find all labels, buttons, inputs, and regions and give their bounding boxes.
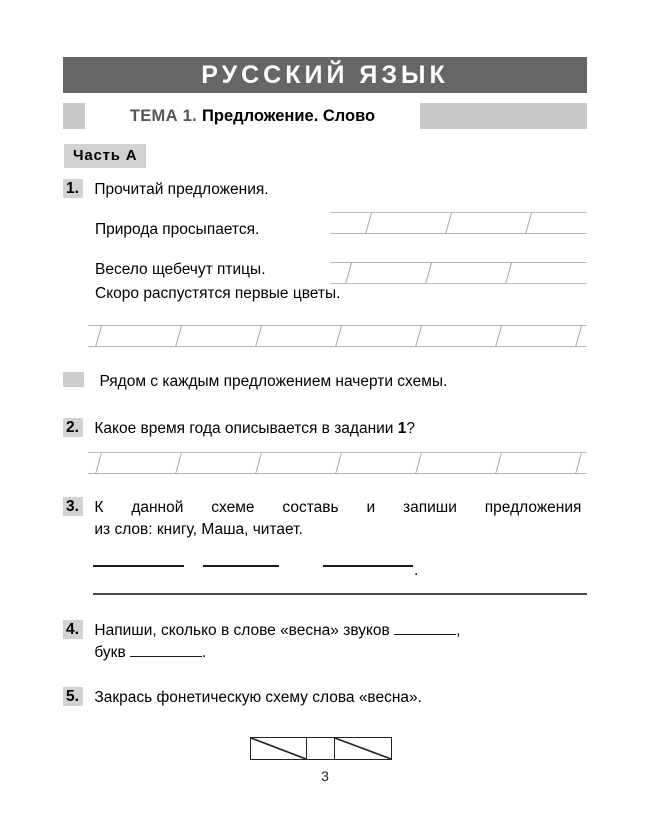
- slant-guide: [423, 262, 433, 284]
- page-title: РУССКИЙ ЯЗЫК: [201, 60, 449, 89]
- slant-guide: [93, 325, 103, 347]
- exercise-3-blank-3[interactable]: [323, 565, 413, 567]
- slant-guide: [493, 325, 503, 347]
- rule-line: [330, 283, 587, 284]
- exercise-4-line-1: [94, 620, 460, 642]
- writing-lines-row-2[interactable]: [330, 262, 587, 284]
- rule-line: [88, 325, 587, 326]
- exercise-2-prompt: [94, 418, 415, 440]
- rule-line: [88, 452, 587, 453]
- exercise-3-line-2: из слов: книгу, Маша, читает.: [94, 521, 303, 538]
- exercise-1: [63, 179, 587, 201]
- slant-guide: [413, 325, 423, 347]
- theme-label: ТЕМА 1.: [129, 106, 198, 125]
- exercise-4-sounds-blank[interactable]: [394, 621, 456, 635]
- exercise-3: [63, 497, 587, 541]
- exercise-1-sentence-2: Весело щебечут птицы.: [95, 261, 266, 278]
- exercise-4-letters-label: букв: [94, 644, 130, 661]
- slant-guide: [443, 212, 453, 234]
- exercise-5: [63, 687, 587, 709]
- rule-line: [88, 346, 587, 347]
- exercise-3-period: .: [414, 562, 419, 579]
- slant-guide: [523, 212, 533, 234]
- exercise-4-letters-blank[interactable]: [130, 643, 202, 657]
- slant-guide: [503, 262, 513, 284]
- exercise-3-blank-1[interactable]: [93, 565, 184, 567]
- slant-guide: [343, 262, 353, 284]
- exercise-3-blank-2[interactable]: [203, 565, 279, 567]
- rule-line: [330, 262, 587, 263]
- slant-guide: [413, 452, 423, 474]
- exercise-2: [63, 418, 587, 440]
- part-badge: Часть А: [64, 144, 146, 168]
- exercise-1-number: 1.: [63, 179, 83, 198]
- exercise-1-sentence-1: Природа просыпается.: [95, 221, 260, 238]
- writing-lines-row-1[interactable]: [330, 212, 587, 234]
- slant-guide: [253, 325, 263, 347]
- exercise-1-prompt: Прочитай предложения.: [94, 181, 269, 198]
- diagonal-line-icon: [335, 738, 391, 759]
- exercise-1-note-text: Рядом с каждым предложением начерти схемы.: [99, 373, 448, 390]
- exercise-4-text-post: ,: [456, 622, 461, 639]
- exercise-4-text-pre: Напиши, сколько в слове «весна» звуков: [94, 622, 395, 639]
- phonetic-scheme-cell-2[interactable]: [307, 738, 335, 759]
- exercise-2-number: 2.: [63, 418, 83, 437]
- slant-guide: [493, 452, 503, 474]
- exercise-4-prompt: [94, 620, 460, 664]
- slant-guide: [173, 452, 183, 474]
- rule-line: [330, 233, 587, 234]
- writing-lines-row-4[interactable]: [88, 452, 587, 474]
- slant-guide: [573, 325, 583, 347]
- exercise-4: [63, 620, 587, 664]
- exercise-1-note: [63, 371, 587, 393]
- exercise-3-number: 3.: [63, 497, 83, 516]
- theme-banner: [85, 103, 420, 129]
- rule-line: [88, 473, 587, 474]
- slant-guide: [173, 325, 183, 347]
- exercise-4-number: 4.: [63, 620, 83, 639]
- slant-guide: [333, 452, 343, 474]
- exercise-5-prompt: Закрась фонетическую схему слова «весна».: [94, 689, 422, 706]
- writing-lines-row-3[interactable]: [88, 325, 587, 347]
- phonetic-scheme-cell-1[interactable]: [251, 738, 307, 759]
- phonetic-scheme-cell-3[interactable]: [335, 738, 391, 759]
- exercise-3-prompt: [94, 497, 584, 541]
- exercise-3-answer-line[interactable]: [93, 593, 587, 595]
- exercise-4-line-2: [94, 642, 460, 664]
- slant-guide: [253, 452, 263, 474]
- slant-guide: [573, 452, 583, 474]
- exercise-1-sentence-3: Скоро распустятся первые цветы.: [95, 285, 341, 302]
- rule-line: [330, 212, 587, 213]
- slant-guide: [93, 452, 103, 474]
- phonetic-scheme[interactable]: [250, 737, 392, 760]
- square-bullet-icon: [63, 372, 84, 387]
- theme-name: Предложение. Слово: [202, 106, 376, 125]
- exercise-4-letters-post: .: [202, 644, 207, 661]
- page-number: 3: [321, 768, 329, 784]
- exercise-5-number: 5.: [63, 687, 83, 706]
- page-title-bar: [63, 57, 587, 93]
- slant-guide: [363, 212, 373, 234]
- exercise-3-line-1: К данной схеме составь и запиши предложения: [94, 499, 582, 516]
- slant-guide: [333, 325, 343, 347]
- exercise-2-prompt-post: ?: [406, 420, 416, 437]
- exercise-2-prompt-ref: 1: [397, 420, 407, 437]
- diagonal-line-icon: [251, 738, 306, 759]
- exercise-2-prompt-pre: Какое время года описывается в задании: [94, 420, 398, 437]
